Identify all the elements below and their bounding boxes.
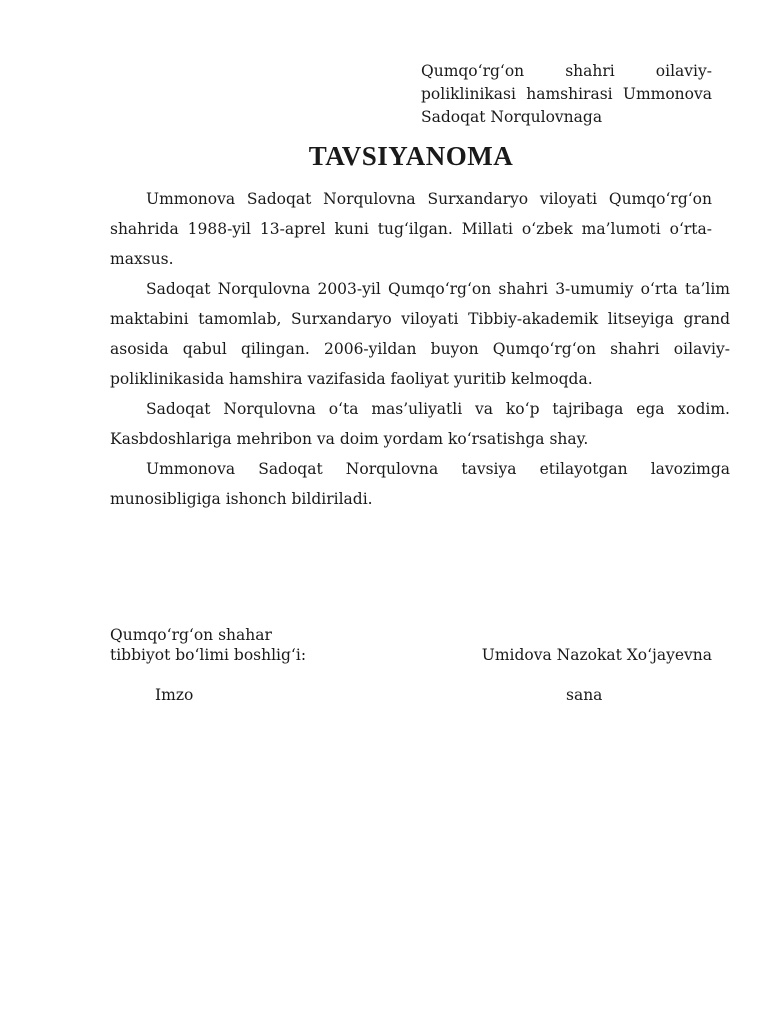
- document-body: [110, 184, 730, 514]
- addressee-block: Qumqo‘rg‘on shahri oilaviy-poliklinikasi hamshirasi Ummonova Sadoqat Norqulovnaga: [421, 62, 712, 126]
- signatory-position-line2: tibbiyot bo‘limi boshlig‘i:: [110, 646, 307, 664]
- paragraph-4: Ummonova Sadoqat Norqulovna tavsiya etilayotgan lavozimga munosibligiga ishonch bildiriladi.: [110, 460, 730, 508]
- paragraph-1: Ummonova Sadoqat Norqulovna Surxandaryo viloyati Qumqo‘rg‘on shahrida 1988-yil 13-aprel kuni tug‘ilgan. Millati o‘zbek ma’lumoti o‘rta-maxsus.: [110, 190, 712, 268]
- signatory-position: [110, 625, 306, 665]
- document-title: TAVSIYANOMA: [308, 141, 514, 171]
- imzo-label: Imzo: [155, 686, 194, 704]
- signatory-position-line1: Qumqo‘rg‘on shahar: [110, 626, 272, 644]
- sana-label: sana: [566, 686, 603, 704]
- signatory-name: Umidova Nazokat Xo‘jayevna: [481, 646, 712, 664]
- paragraph-2: Sadoqat Norqulovna 2003-yil Qumqo‘rg‘on shahri 3-umumiy o‘rta ta’lim maktabini tamomlab, Surxandaryo viloyati Tibbiy-akademik litseyiga grand asosida qabul qilingan. 2006-yildan buyon Qumqo‘rg‘on shahri oilaviy-poliklinikasida hamshira vazifasida faoliyat yuritib kelmoqda.: [110, 280, 730, 388]
- paragraph-3: Sadoqat Norqulovna o‘ta mas’uliyatli va ko‘p tajribaga ega xodim. Kasbdoshlariga mehribon va doim yordam ko‘rsatishga shay.: [110, 400, 730, 448]
